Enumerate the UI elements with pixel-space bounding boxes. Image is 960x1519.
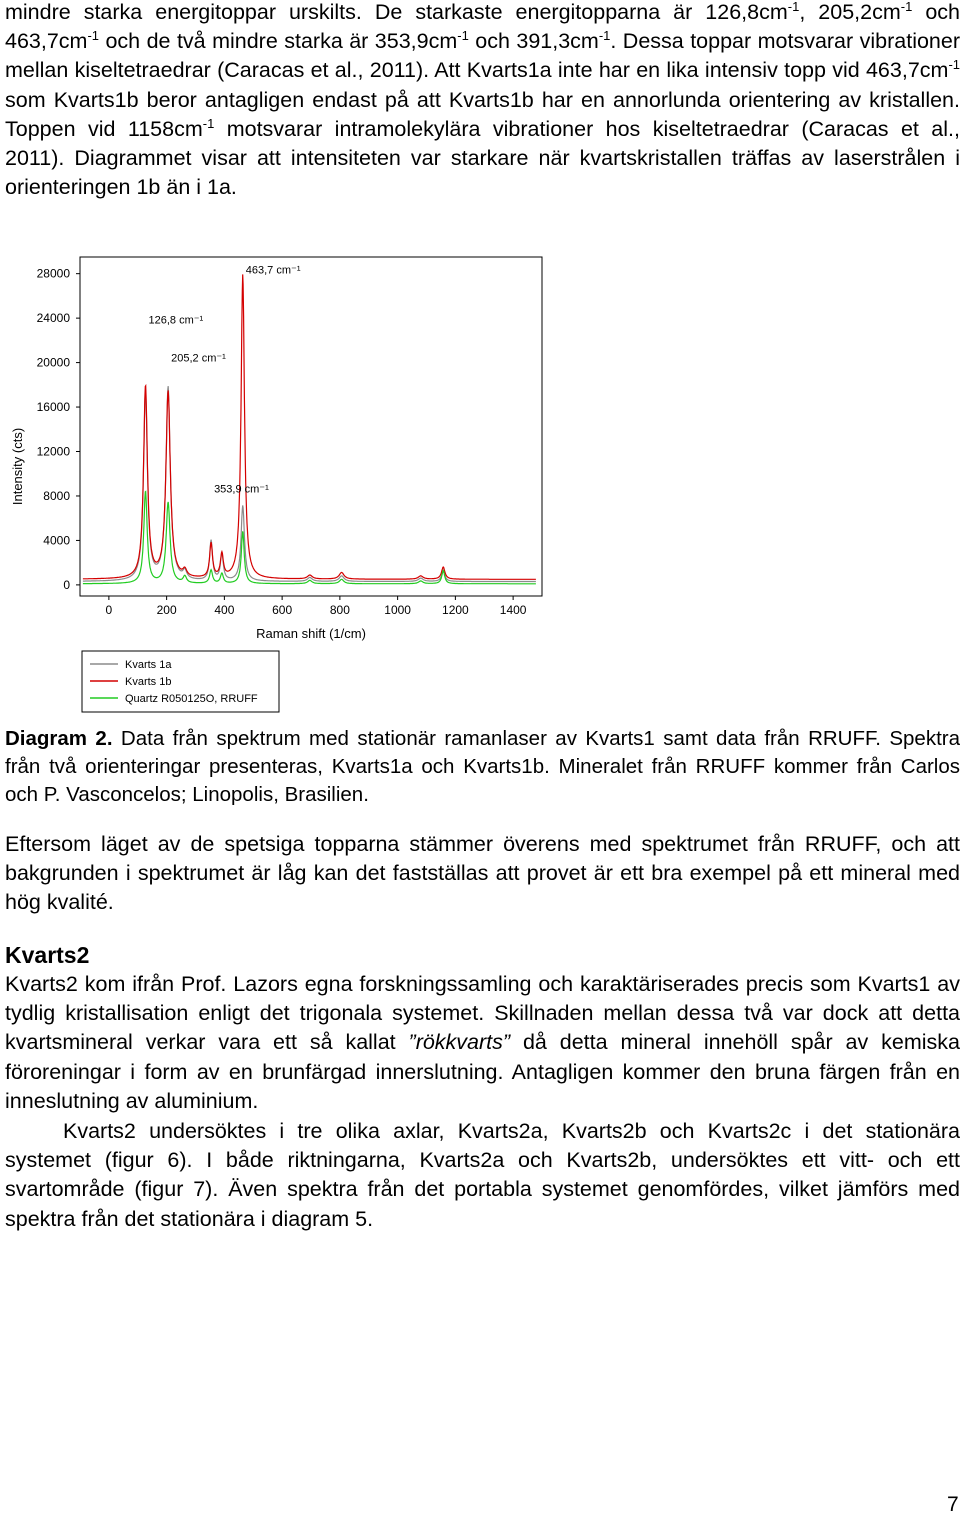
y-tick-label: 0 <box>63 577 70 592</box>
figure-caption <box>5 725 960 809</box>
x-tick-label: 1400 <box>499 603 527 617</box>
legend-entry: Kvarts 1b <box>125 676 172 688</box>
y-tick-label: 4000 <box>43 533 70 548</box>
y-tick-label: 12000 <box>36 444 70 459</box>
peak-annotation: 205,2 cm⁻¹ <box>171 352 226 365</box>
y-tick-label: 16000 <box>36 400 70 415</box>
peak-annotation: 126,8 cm⁻¹ <box>148 314 204 327</box>
x-tick-label: 600 <box>272 603 293 617</box>
raman-spectrum-chart <box>0 250 560 720</box>
x-tick-label: 200 <box>156 603 177 617</box>
caption-label: Diagram 2. <box>5 727 113 750</box>
x-tick-label: 1000 <box>384 603 411 617</box>
y-axis-label: Intensity (cts) <box>10 427 25 506</box>
x-tick-label: 400 <box>214 603 235 617</box>
legend-entry: Quartz R050125O, RRUFF <box>125 693 258 705</box>
x-tick-label: 0 <box>105 603 113 617</box>
series-line-1 <box>83 386 536 581</box>
intro-paragraph: mindre starka energitoppar urskilts. De starkaste energitopparna är $126,8cm^{-1}$, $205,2cm^{-1}$ och $463,7cm^{-1}$ och de två mindre starka är $353,9cm^{-1}$ och $391,3cm^{-1}$. Dessa toppar motsvarar vibrationer mellan kiseltetraedrar (Caracas et al., 2011). Att Kvarts1a inte har en lika intensiv topp vid $463,7cm^{-1}$ som Kvarts1b beror antagligen endast på att Kvarts1b har en annorlunda orientering av kristallen. Toppen vid $1158cm^{-1}$ motsvarar intramolekylära vibrationer hos kiseltetraedrar (Caracas et al., 2011). Diagrammet visar att intensiteten var starkare när kvartskristallen träffas av laserstrålen i orienteringen 1b än i 1a. <box>5 0 960 200</box>
x-axis-label: Raman shift (1/cm) <box>256 626 366 641</box>
raman-spectrum-svg <box>0 250 560 720</box>
italic-term: ”rökkvarts” <box>408 1030 511 1055</box>
x-tick-label: 1200 <box>442 603 469 617</box>
legend-entry: Kvarts 1a <box>125 659 172 671</box>
page-number: 7 <box>947 1493 959 1516</box>
conclusion-paragraph: Eftersom läget av de spetsiga topparna stämmer överens med spektrumet från RRUFF, och att bakgrunden i spektrumet är låg kan det fastställas att provet är ett bra exempel på ett mineral med hög kvalité. <box>5 832 960 915</box>
section-heading: Kvarts2 <box>5 942 90 968</box>
y-tick-label: 20000 <box>36 355 70 370</box>
y-tick-label: 8000 <box>43 488 70 503</box>
y-tick-label: 24000 <box>36 311 70 326</box>
plot-frame <box>80 257 542 596</box>
kvarts2-axes-paragraph: Kvarts2 undersöktes i tre olika axlar, Kvarts2a, Kvarts2b och Kvarts2c i det stationära systemet (figur 6). I både riktningarna, Kvarts2a och Kvarts2b, undersöktes ett vitt- och ett svartområde (figur 7). Även spektra från det portabla systemet genomfördes, vilket jämförs med spektra från det stationära i diagram 5. <box>5 1119 960 1231</box>
peak-annotation: 353,9 cm⁻¹ <box>214 483 269 496</box>
x-tick-label: 800 <box>329 603 350 617</box>
kvarts2-paragraph: Kvarts2 kom ifrån Prof. Lazors egna forskningssamling och karaktäriserades precis som Kvarts1 av tydlig kristallisation enligt det trigonala systemet. Skillnaden mellan dessa två var dock att detta kvartsmineral verkar vara ett så kallat ”rökkvarts” då detta mineral innehöll spår av kemiska föroreningar i form av en brunfärgad innerslutning. Antagligen kommer den bruna färgen från en inneslutning av aluminium. <box>5 972 960 1113</box>
y-tick-label: 28000 <box>36 266 70 281</box>
series-line-3 <box>83 492 536 584</box>
caption-text: Data från spektrum med stationär ramanlaser av Kvarts1 samt data från RRUFF. Spektra från två orienteringar presenteras, Kvarts1a och Kvarts1b. Mineralet från RRUFF kommer från Carlos och P. Vasconcelos; Linopolis, Brasilien. <box>5 727 960 806</box>
peak-annotation: 463,7 cm⁻¹ <box>245 264 301 277</box>
